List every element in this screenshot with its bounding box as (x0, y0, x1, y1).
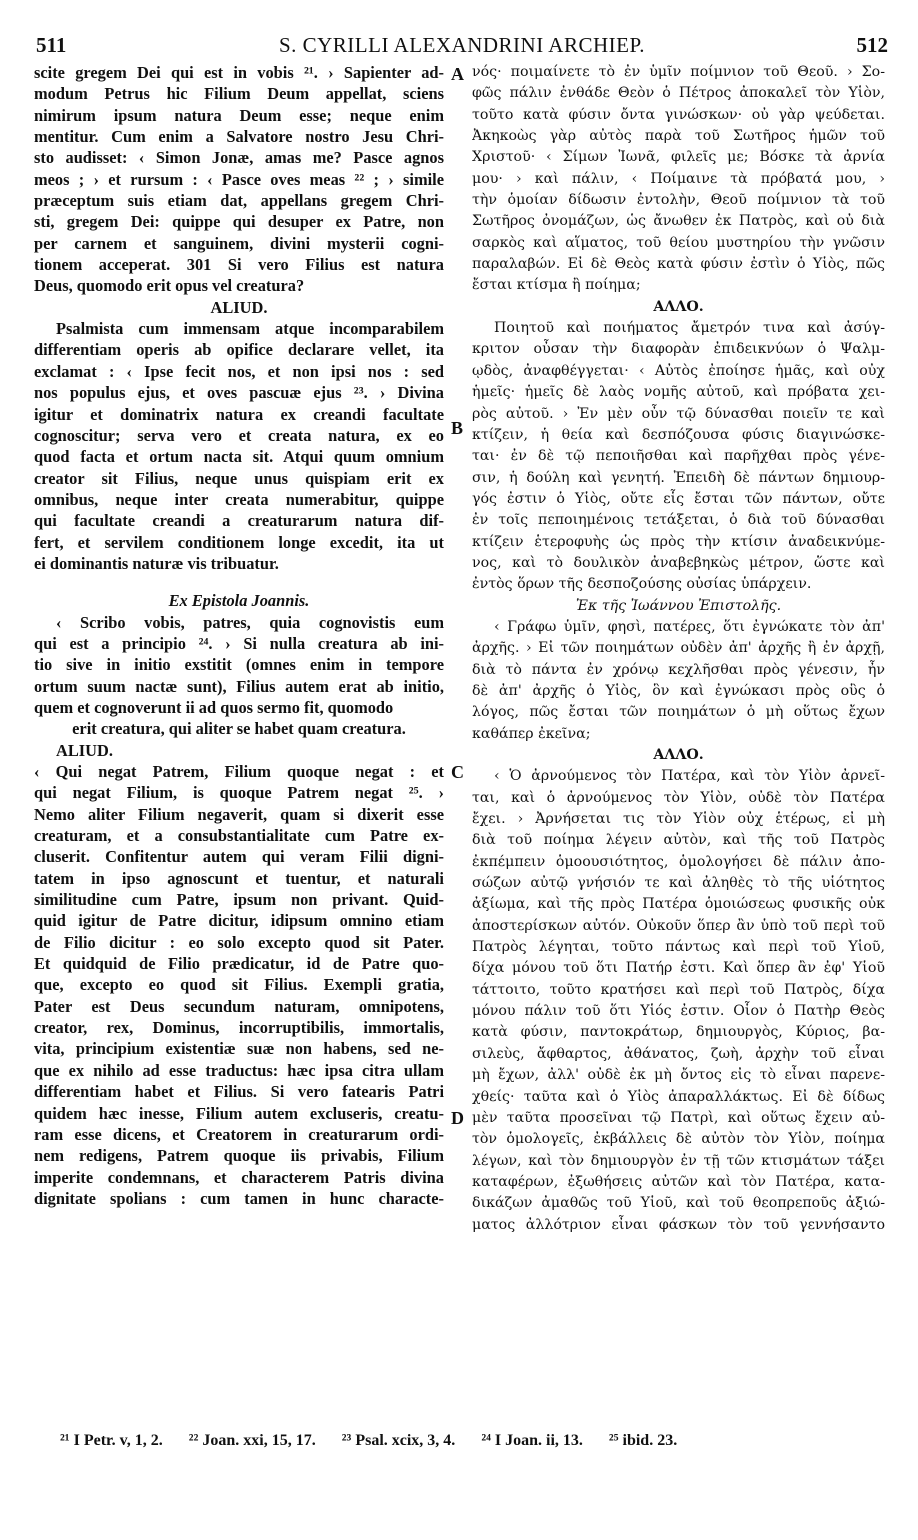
text-line: καθάπερ ἐκεῖνα; (472, 725, 591, 742)
text-line: sti, gregem Dei: quippe qui desuper ex Patre, non (34, 212, 444, 232)
text-line: διὰ τοῦ ποίημα λέγειν αὐτὸν, καὶ τῆς τοῦ Πατρὸς (472, 832, 885, 849)
text-line: fert, et servilem conditionem longe excedit, ita ut (34, 532, 444, 552)
footnote: ²⁵ ibid. 23. (608, 1432, 678, 1449)
text-line: δὲ ἀπ' ἀρχῆς ὁ Υἱὸς, ὃν καὶ ἐγνώκασι πρὸς οὓς ὁ (472, 682, 885, 699)
text-line: cluserit. Confitentur autem qui veram Filii digni- (34, 847, 444, 867)
footnote: ²³ Psal. xcix, 3, 4. (341, 1432, 456, 1449)
text-line: χθείς· ταῦτα καὶ ὁ Υἱὸς ἀπαραλλάκτως. Εἰ δὲ δίδως (472, 1088, 885, 1105)
text-line: qui negat Filium, is quoque Patrem negat ²⁵. › (34, 783, 444, 803)
text-line: imperite condemnans, et characterem Patris divina (34, 1167, 444, 1187)
text-line: Deus, quomodo erit opus vel creatura? (34, 276, 305, 296)
text-line: ἀποστερίσκων αὐτόν. Οὐκοῦν ὅπερ ἂν ὑπὸ τοῦ περὶ τοῦ (472, 917, 885, 934)
text-line: vita, principium existentiæ suæ non habens, sed ne- (34, 1039, 444, 1059)
text-line: ῳδὸς, ἀναφθέγγεται· ‹ Αὐτὸς ἐποίησε ἡμᾶς, καὶ οὐχ (472, 362, 885, 379)
text-line: παραλαβών. Εἰ δὲ Θεὸς κατὰ φύσιν ἐστὶν ὁ Υἱὸς, πῶς (472, 256, 885, 273)
section-heading: ALIUD. (210, 297, 268, 317)
text-line: ‹ Qui negat Patrem, Filium quoque negat : et (34, 762, 444, 781)
text-line: qui facultate creandi a creaturarum natura dif- (34, 511, 444, 531)
text-line: tionem acceperat. 301 Si vero Filius est natura (34, 255, 444, 275)
text-line: de Filio dicitur : eo solo excepto quod sit Pater. (34, 932, 444, 952)
text-line: nos populus ejus, et oves pascuæ ejus ²³. › Divina (34, 383, 444, 403)
text-line: δίχα μόνου τοῦ ὅτι Πατήρ ἐστι. Καὶ ὅπερ ἂν ἐφ' Υἱοῦ (472, 960, 885, 977)
text-line: ἐντὸς ὅρων τῆς δεσποζούσης οὐσίας ὑπάρχειν. (472, 576, 812, 593)
text-line: nimirum ipsum natura Deum esse; neque enim (34, 105, 444, 125)
text-line: quem et cognoverunt ii ad quos sermo fit, quomodo (34, 697, 394, 717)
text-line: Σωτῆρος ὀνομάζων, ὡς ἄνωθεν ἐκ Πατρὸς, καὶ οὐ διὰ (472, 213, 885, 230)
running-title: S. CYRILLI ALEXANDRINI ARCHIEP. (278, 33, 646, 57)
text-line: modum Petrus hic Filium Deum appellat, sciens (34, 84, 444, 104)
text-line: tio sive in initio exstitit (omnes enim in tempore (34, 655, 444, 675)
text-line: φῶς πάλιν ἐνθάδε Θεὸν ὁ Πέτρος ἀποκαλεῖ τὸν Υἱὸν, (472, 85, 885, 102)
text-line: quidem hæc inesse, Filium autem excluseris, creatu- (34, 1103, 444, 1123)
text-line: qui est a principio ²⁴. › Si nulla creatura ab ini- (34, 633, 444, 653)
latin-column (34, 62, 444, 1209)
text-line: Πατρὸς λέγηται, τοῦτο πάντως καὶ περὶ τοῦ Υἱοῦ, (472, 939, 885, 956)
text-line: dignitate spolians : cum tamen in hunc characte- (34, 1188, 444, 1208)
paragraph-first-line: ‹ Ὁ ἀρνούμενος τὸν Πατέρα, καὶ τὸν Υἱὸν ἀρνεῖ- (494, 768, 885, 785)
text-line: κριτον οὖσαν τὴν διαφορὰν ἐπιδεικνύων ὁ Ψαλμ- (472, 341, 885, 358)
section-gap (34, 574, 444, 590)
text-line: δικάζων ἀμαθῶς τοῦ Υἱοῦ, καὶ τοῦ θεοπρεποῦς ἀξιώ- (472, 1195, 885, 1212)
text-line: igitur et dominatrix natura ex creandi facultate (34, 404, 444, 424)
text-line: Et quidquid de Filio prædicatur, id de Patre quo- (34, 954, 444, 974)
page-number-right: 512 (856, 33, 888, 57)
text-line: τάττοιτο, τοῦτο κρατήσει καὶ περὶ τοῦ Πατρὸς, δίχα (472, 981, 885, 998)
text-line: νός· ποιμαίνετε τὸ ἐν ὑμῖν ποίμνιον τοῦ Θεοῦ. › Σο- (472, 64, 885, 80)
text-line: σώζων αὐτῷ γνήσιόν τε καὶ ἀληθὲς τὸ τῆς υἱότητος (472, 875, 885, 892)
greek-column (472, 62, 885, 1236)
text-line: κτίζειν, ἡ θεία καὶ δεσπόζουσα φύσις διαγινώσκε- (472, 426, 885, 443)
text-line: ρὸς αὐτοῦ. › Ἐν μὲν οὖν τῷ δύνασθαι ποιεῖν τε καὶ (472, 405, 885, 422)
text-line: sto audisset: ‹ Simon Jonæ, amas me? Pasce agnos (34, 148, 444, 168)
text-line: que, excepto eo quod sit Filius. Exempli gratia, (34, 975, 444, 995)
text-line: τὸν ὁμολογεῖς, ἐκβάλλεις δὲ αὐτὸν τὸν Υἱὸν, ποίημα (472, 1131, 885, 1148)
text-line: λόγος, πῶς ἔσται τῶν ποιημάτων ὁ μὴ οὕτως ἔχων (472, 704, 885, 721)
text-line: que ex nihilo ad esse traductus: hæc ipsa citra ullam (34, 1060, 444, 1080)
margin-letter-a: A (451, 64, 464, 84)
text-line: κατὰ φύσιν, παντοκράτωρ, δημιουργὸς, Κύριος, βα- (472, 1024, 885, 1041)
text-line: ματος ἀλλότριον εἶναι φάσκων τὸν τοῦ γεννήσαντο (472, 1216, 885, 1233)
text-line: scite gregem Dei qui est in vobis ²¹. › Sapienter ad- (34, 63, 444, 82)
text-line: creator, rex, Dominus, incorruptibilis, immortalis, (34, 1018, 444, 1038)
section-heading: ΑΛΛΟ. (653, 298, 704, 315)
page-number-left: 511 (36, 33, 67, 57)
text-line: ται· ἐν δὲ τῷ πεποιῆσθαι καὶ παρῆχθαι πρὸς γένε- (472, 448, 885, 465)
section-title: Ἐκ τῆς Ἰωάννου Ἐπιστολῆς. (575, 597, 782, 614)
text-line: differentiam habet et Filius. Si vero fatearis Patri (34, 1082, 444, 1102)
text-line: Nemo aliter Filium negaverit, quam si dixerit esse (34, 804, 444, 824)
text-line: nem redigens, Patrem quoque iis privabis, Filium (34, 1146, 444, 1166)
text-line: λέγων, καὶ τὸν δημιουργὸν ἐν τῇ τῶν κτισμάτων τάξει (472, 1152, 885, 1169)
text-line: ται, καὶ ὁ ἀρνούμενος τὸν Υἱὸν, οὐδὲ τὸν Πατέρα (472, 789, 885, 806)
text-line: καταφέρων, ἐξωθήσεις αὐτῶν καὶ τὸν Πατέρα, κατα- (472, 1173, 885, 1190)
text-line: ram esse dicens, et Creatorem in creaturarum ordi- (34, 1124, 444, 1144)
text-line: Χριστοῦ· ‹ Σίμων Ἰωνᾶ, φιλεῖς με; Βόσκε τὰ ἀρνία (472, 149, 885, 166)
paragraph-first-line: ALIUD. (56, 740, 113, 760)
text-line: ἔχει. › Ἀρνήσεται τις τὸν Υἱὸν οὐχ ἑτέρως, εἰ μὴ (472, 811, 885, 828)
footnote: ²⁴ I Joan. ii, 13. (481, 1432, 583, 1449)
section-heading: erit creatura, qui aliter se habet quam creatura. (72, 719, 406, 739)
text-line: μου· › καὶ πάλιν, ‹ Ποίμαινε τὰ πρόβατά μου, › (472, 170, 885, 187)
text-line: ἔσται κτίσμα ἢ ποίημα; (472, 277, 641, 294)
text-line: tatem in ipso agnoscunt et tuentur, et naturali (34, 868, 444, 888)
margin-letter-d: D (451, 1108, 464, 1128)
text-line: mentitur. Cum enim a Salvatore nostro Jesu Chri- (34, 127, 444, 147)
margin-letter-b: B (451, 418, 464, 438)
text-line: σιν, ἡ δούλη καὶ γενητή. Ἐπειδὴ δὲ πάντων δημιουρ- (472, 469, 885, 486)
text-line: ἐκπέμπειν ὁμοουσιότητος, ὁμολογήσει δὲ πάλιν ἀπο- (472, 853, 885, 870)
text-line: per carnem et sanguinem, divini mysterii cogni- (34, 233, 444, 253)
text-line: ἡμεῖς· ἡμεῖς δὲ λαὸς νομῆς αὐτοῦ, καὶ πρόβατα χει- (472, 384, 885, 401)
text-line: ei dominantis naturæ vis tribuatur. (34, 553, 279, 573)
text-line: τοῦτο κατὰ φύσιν ὄντα γινώσκων· οὐ γὰρ ψεύδεται. (472, 106, 885, 123)
text-line: ἐν τοῖς πεποιημένοις τετάξεται, ὁ διὰ τοῦ δύνασθαι (472, 512, 885, 529)
text-line: omnibus, neque inter creata numerabitur, quippe (34, 489, 444, 509)
text-line: νος, καὶ τὸ δουλικὸν ἀναβεβηκὼς μέτρον, ὥστε καὶ (472, 554, 885, 571)
text-line: μόνου πάλιν τοῦ ὅτι Υἱός ἐστιν. Οἷον ὁ Πατὴρ Θεὸς (472, 1003, 885, 1020)
text-line: σιλεὺς, ἄφθαρτος, ἀθάνατος, ζωὴ, ἀρχὴν τοῦ εἶναι (472, 1045, 885, 1062)
paragraph-first-line: Psalmista cum immensam atque incomparabilem (56, 319, 444, 339)
text-line: ortum suum nactæ sunt), Filius autem erat ab initio, (34, 676, 444, 696)
text-line: Pater est Deus secundum naturam, omnipotens, (34, 996, 444, 1016)
text-line: σαρκὸς καὶ αἵματος, τοῦ θείου μυστηρίου τὴν γνῶσιν (472, 234, 885, 251)
text-line: creator sit Filius, neque unus quispiam erit ex (34, 468, 444, 488)
text-line: differentiam operis ab opifice declarare vellet, ita (34, 340, 444, 360)
text-line: ἀρχῆς. › Εἰ τῶν ποιημάτων οὐδὲν ἀπ' ἀρχῆς ἢ ἐν ἀρχῇ, (472, 640, 885, 657)
margin-letter-c: C (451, 762, 464, 782)
text-line: Ἀκηκοὼς γὰρ αὐτὸς παρὰ τοῦ Σωτῆρος ἡμῶν τοῦ (472, 128, 885, 145)
text-line: creaturam, et a consubstantialitate cum Patre ex- (34, 826, 444, 846)
paragraph-first-line: ‹ Γράφω ὑμῖν, φησὶ, πατέρες, ὅτι ἐγνώκατε τὸν ἀπ' (494, 618, 885, 635)
text-line: μὲν ταῦτα προσεῖναι τῷ Πατρὶ, καὶ οὕτως ἔχειν αὐ- (472, 1109, 885, 1126)
text-line: τὴν ὁμοίαν δίδωσιν ἐντολὴν, Θεοῦ ποίμνιον τὰ τοῦ (472, 192, 885, 209)
text-line: meos ; › et rursum : ‹ Pasce oves meas ²² ; › simile (34, 169, 444, 189)
text-line: διὰ τὸ πάντα ἐν χρόνῳ κεχλῆσθαι πρὸς γένεσιν, ἦν (472, 661, 885, 678)
text-line: cognoscitur; serva vero et creata natura, ex eo (34, 425, 444, 445)
text-line: exclamat : ‹ Ipse fecit nos, et non ipsi nos : sed (34, 361, 444, 381)
text-line: ἀξίωμα, καὶ τῆς πρὸς Πατέρα ὁμοιώσεως φυσικῆς οὐκ (472, 896, 885, 913)
footnote: ²² Joan. xxi, 15, 17. (188, 1432, 316, 1449)
text-line: γός ἐστιν ὁ Υἱὸς, οὔτε εἷς ἔσται τῶν πάντων, οὔτε (472, 490, 885, 507)
text-line: μὴ ἔχων, ἀλλ' οὐδὲ ἐκ μὴ ὄντος εἰς τὸ εἶναι παρενε- (472, 1067, 885, 1084)
paragraph-first-line: Ποιητοῦ καὶ ποιήματος ἄμετρόν τινα καὶ ἀσύγ- (494, 320, 885, 337)
paragraph-first-line: ‹ Scribo vobis, patres, quia cognovistis eum (56, 612, 444, 632)
text-line: quid igitur de Patre dicitur, idipsum omnino etiam (34, 911, 444, 931)
text-line: quod facta et ortum nacta sit. Atqui quum omnium (34, 447, 444, 467)
text-line: κτίζειν ἑτεροφυὴς ὡς πρὸς τὴν κτίσιν ἀναδεικνύμε- (472, 533, 885, 550)
section-title: Ex Epistola Joannis. (168, 591, 310, 611)
text-line: præceptum suis etiam dat, appellans gregem Chri- (34, 191, 444, 211)
text-line: similitudine cum Patre, ipsum non privant. Quid- (34, 890, 444, 910)
running-head (36, 30, 888, 60)
footnotes (60, 1432, 888, 1450)
footnote: ²¹ I Petr. v, 1, 2. (60, 1432, 163, 1449)
section-heading: ΑΛΛΟ. (653, 747, 704, 763)
